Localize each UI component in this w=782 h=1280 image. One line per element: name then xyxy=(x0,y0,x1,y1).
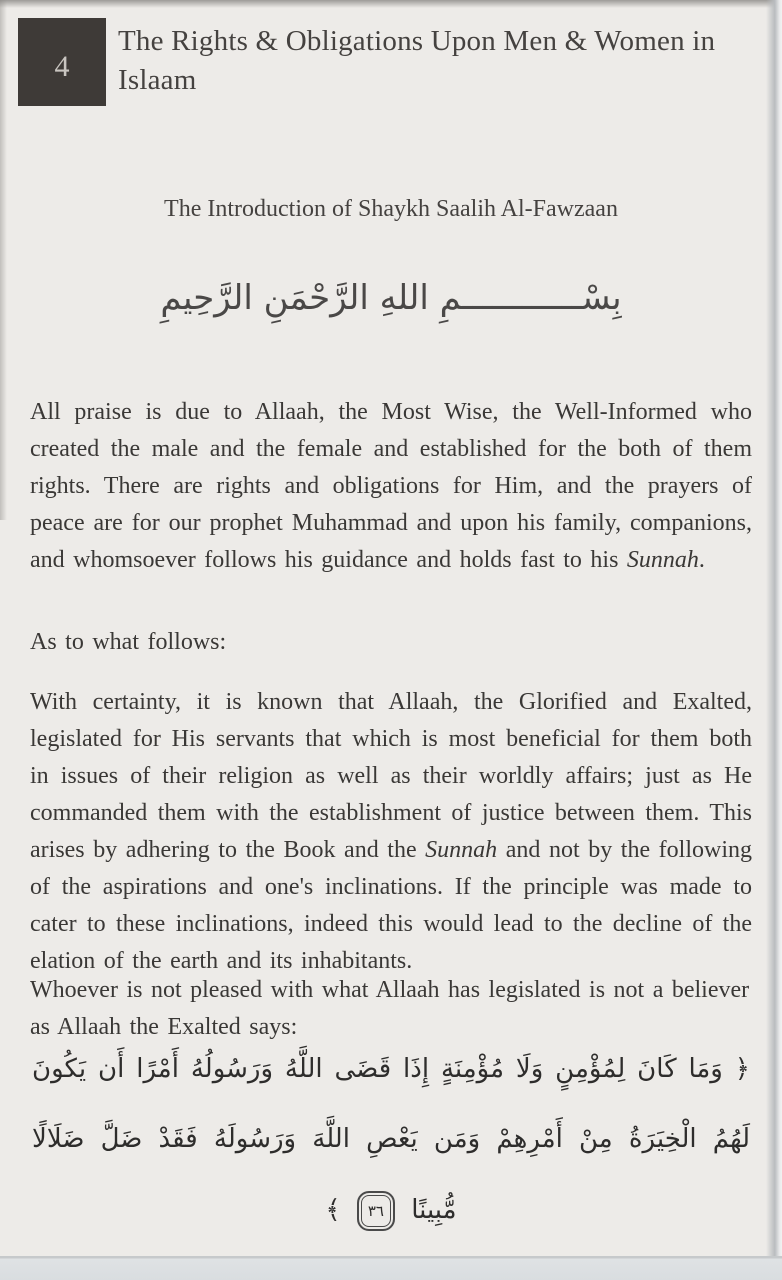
scan-edge-top-shadow xyxy=(0,0,782,8)
paragraph-whoever: Whoever is not pleased with what Allaah has legislated is not a believer as Allaah the Exalted says: xyxy=(30,977,750,1040)
section-heading: The Introduction of Shaykh Saalih Al-Fawzaan xyxy=(164,196,618,222)
paragraph-as-to-what-follows: As to what follows: xyxy=(30,629,227,655)
scan-edge-right-shadow xyxy=(766,0,782,1280)
italic-term-sunnah: Sunnah xyxy=(626,547,699,573)
page-number-box xyxy=(18,18,106,106)
paragraph-praise xyxy=(30,394,752,579)
quran-verse-line-2: لَهُمُ الْخِيَرَةُ مِنْ أَمْرِهِمْ وَمَن يَعْصِ اللَّهَ وَرَسُولَهُ فَقَدْ ضَلَّ ضَلَالًا xyxy=(32,1124,750,1154)
basmala-calligraphy: بِسْــــــــــــمِ اللهِ الرَّحْمَنِ الرَّحِيمِ xyxy=(160,278,622,318)
paragraph-text: and not by the following of the aspirations and one's inclinations. If the principle was made to cater to these inclinations, indeed this would lead to the decline of the elation of the earth and its inhabitants. xyxy=(30,837,753,974)
quran-verse-line-1: ﴿ وَمَا كَانَ لِمُؤْمِنٍ وَلَا مُؤْمِنَةٍ إِذَا قَضَى اللَّهُ وَرَسُولُهُ أَمْرًا أَن يَكُونَ xyxy=(32,1054,750,1084)
scan-edge-bottom-shadow xyxy=(0,1256,782,1280)
italic-term-sunnah: Sunnah xyxy=(425,837,498,863)
running-header-title: The Rights & Obligations Upon Men & Women in Islaam xyxy=(118,25,716,96)
quran-verse-line-3 xyxy=(32,1180,750,1240)
paragraph-certainty xyxy=(30,684,752,980)
quran-verse-last-word: مُّبِينًا xyxy=(411,1195,457,1225)
paragraph-text: . xyxy=(698,547,705,573)
paragraph-text: All praise is due to Allaah, the Most Wise, the Well-Informed who created the male and the female and established for the both of them rights. There are rights and obligations for Him, and the prayers of peace are for our prophet Muhammad and upon his family, companions, and whomsoever follows his guidance and holds fast to his xyxy=(30,399,752,573)
page-number: 4 xyxy=(54,50,70,83)
paragraph-text: With certainty, it is known that Allaah, the Glorified and Exalted, legislated for His servants that which is most beneficial for them both in issues of their religion as well as their worldly affairs; just as He commanded them with the establishment of justice between them. This arises by adhering to the Book and the xyxy=(30,689,752,863)
ayah-number: ٣٦ xyxy=(367,1201,384,1220)
ayah-number-marker xyxy=(357,1191,395,1231)
scan-edge-left-shadow xyxy=(0,0,7,520)
verse-closing-ornament: ﴾ xyxy=(325,1195,341,1225)
